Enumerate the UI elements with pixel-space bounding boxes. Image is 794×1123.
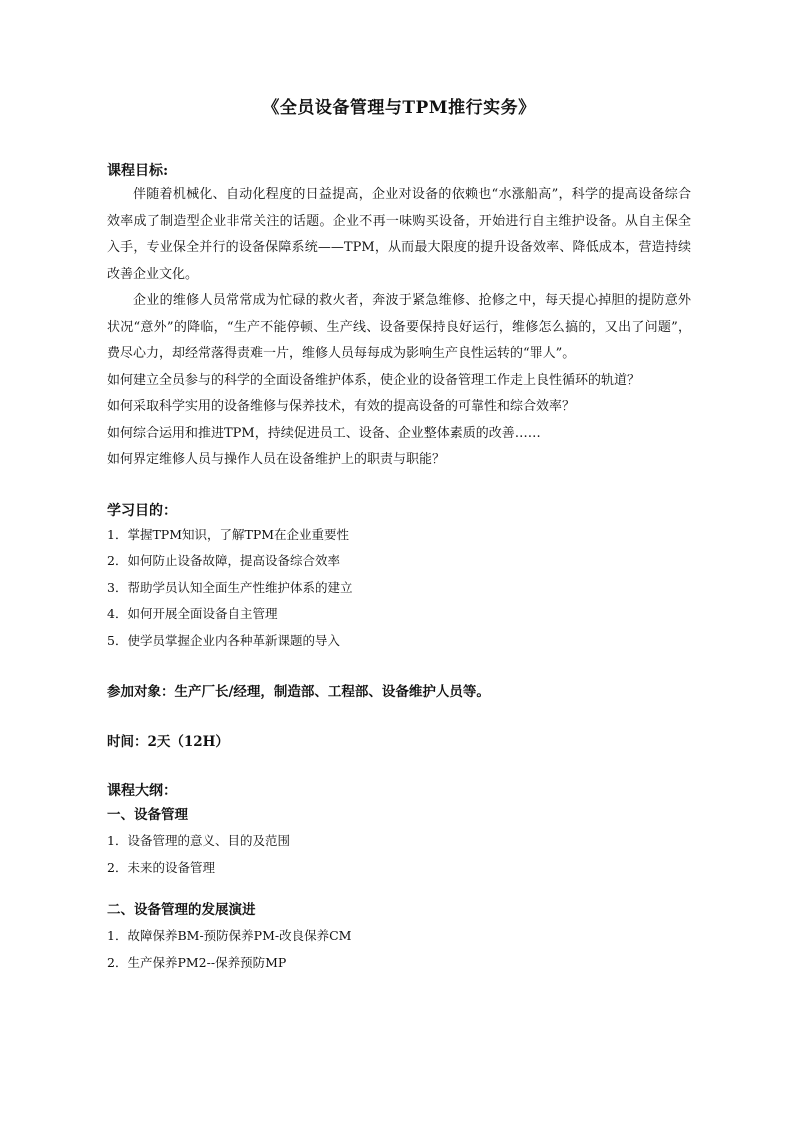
spacer — [107, 881, 691, 897]
question-2: 如何采取科学实用的设备维修与保养技术，有效的提高设备的可靠性和综合效率？ — [107, 399, 576, 414]
outline-item: 1．设备管理的意义、目的及范围 — [107, 833, 290, 848]
learning-goal-item: 3．帮助学员认知全面生产性维护体系的建立 — [107, 579, 353, 595]
outline-item: 1．故障保养BM-预防保养PM-改良保养CM — [107, 928, 352, 943]
question-4: 如何界定维修人员与操作人员在设备维护上的职责与职能？ — [107, 452, 446, 467]
participants-line: 参加对象：生产厂长/经理，制造部、工程部、设备维护人员等。 — [107, 684, 490, 700]
learning-goal-item: 4．如何开展全面设备自主管理 — [107, 606, 278, 621]
learning-goals-heading: 学习目的： — [107, 502, 177, 519]
spacer — [107, 654, 691, 680]
spacer — [107, 754, 691, 780]
learning-goal-item: 5．使学员掌握企业内各种革新课题的导入 — [107, 632, 340, 648]
time-line: 时间：2天（12H） — [107, 734, 229, 750]
course-goal-heading: 课程目标: — [107, 163, 169, 179]
question-1: 如何建立全员参与的科学的全面设备维护体系，使企业的设备管理工作走上良性循环的轨道？ — [107, 372, 641, 388]
outline-item: 2．生产保养PM2--保养预防MP — [107, 954, 287, 970]
learning-goal-item: 2．如何防止设备故障，提高设备综合效率 — [107, 553, 340, 568]
spacer — [107, 474, 691, 500]
outline-section-2-title: 二、设备管理的发展演进 — [107, 902, 256, 918]
spacer — [107, 704, 691, 730]
learning-goal-item: 1．掌握TPM知识，了解TPM在企业重要性 — [107, 526, 350, 542]
document-body — [107, 96, 691, 976]
document-title: 《全员设备管理与TPM推行实务》 — [262, 98, 536, 118]
outline-heading: 课程大纲： — [107, 783, 177, 799]
course-goal-paragraph-1: 伴随着机械化、自动化程度的日益提高，企业对设备的依赖也“水涨船高”，科学的提高设备综合效率成了制造型企业非常关注的话题。企业不再一味购买设备，开始进行自主维护设备。从自主保全入手，专业保全并行的设备保障系统——TPM，从而最大限度的提升设备效率、降低成本，营造持续改善企业文化。 — [107, 187, 691, 282]
outline-section-1-title: 一、设备管理 — [107, 807, 188, 823]
course-goal-paragraph-2: 企业的维修人员常常成为忙碌的救火者，奔波于紧急维修、抢修之中，每天提心掉胆的提防意外状况“意外”的降临，“生产不能停顿、生产线、设备要保持良好运行，维修怎么搞的，又出了问题”，费尽心力，却经常落得责难一片，维修人员每每成为影响生产良性运转的“罪人”。 — [107, 293, 691, 361]
question-3: 如何综合运用和推进TPM，持续促进员工、设备、企业整体素质的改善…… — [107, 425, 541, 441]
outline-item: 2．未来的设备管理 — [107, 859, 215, 875]
